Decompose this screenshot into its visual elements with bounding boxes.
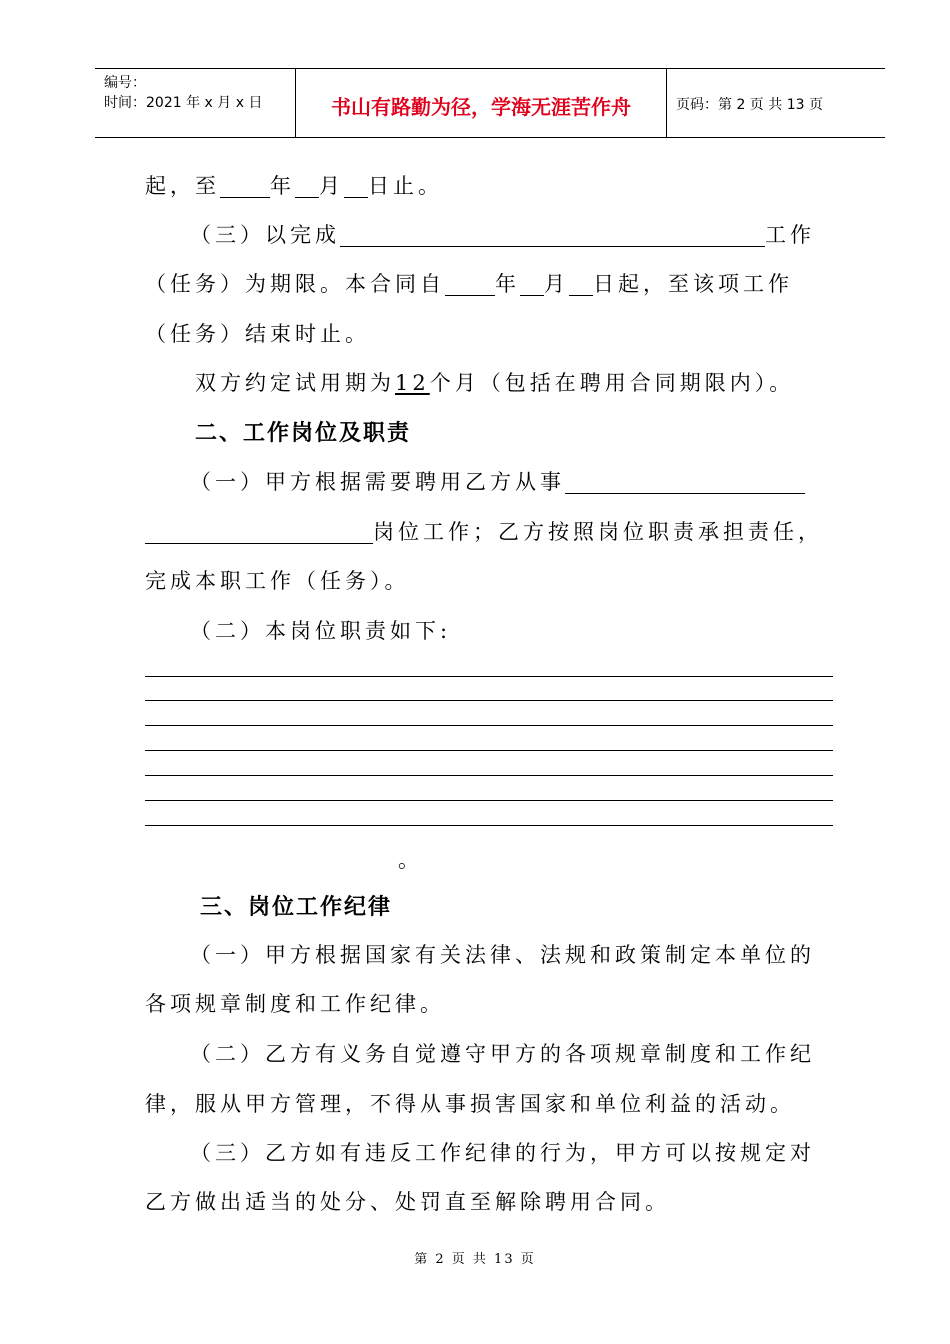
blank-year xyxy=(220,177,270,198)
duty-blank-line xyxy=(145,750,833,751)
blank-year xyxy=(445,275,495,296)
section-3-para-1-line-1: （一）甲方根据国家有关法律、法规和政策制定本单位的 xyxy=(190,943,815,967)
blank-task xyxy=(340,226,765,247)
document-number-label: 编号： xyxy=(104,75,146,91)
section-3-para-2-line-2: 律，服从甲方管理，不得从事损害国家和单位利益的活动。 xyxy=(145,1092,795,1116)
blank-day xyxy=(569,275,593,296)
blank-month xyxy=(520,275,544,296)
section-3-para-3-line-2: 乙方做出适当的处分、处罚直至解除聘用合同。 xyxy=(145,1190,670,1214)
section-2-para-2: （二）本岗位职责如下: xyxy=(190,619,452,643)
duties-end-mark: 。 xyxy=(398,848,423,872)
contract-term-line-2 xyxy=(190,225,815,246)
probation-months: 12 xyxy=(395,371,430,395)
blank-day xyxy=(344,177,368,198)
blank-month xyxy=(295,177,319,198)
header-page-info: 页码：第 2 页 共 13 页 xyxy=(676,97,823,113)
contract-term-line-1 xyxy=(145,176,443,197)
blank-position-cont xyxy=(145,523,373,544)
section-2-para-1-line-2 xyxy=(145,522,823,543)
page-header xyxy=(95,68,885,138)
section-2-para-1-line-1 xyxy=(190,472,805,493)
contract-term-line-3 xyxy=(145,274,793,295)
section-3-para-1-line-2: 各项规章制度和工作纪律。 xyxy=(145,992,445,1016)
duty-blank-line xyxy=(145,800,833,801)
text-fragment: 月 xyxy=(544,272,569,296)
section-2-heading: 二、工作岗位及职责 xyxy=(195,420,412,446)
text-fragment: 日止。 xyxy=(368,174,443,198)
section-3-heading: 三、岗位工作纪律 xyxy=(200,894,393,920)
text-fragment: 岗位工作；乙方按照岗位职责承担责任， xyxy=(373,520,823,544)
text-fragment: 个月（包括在聘用合同期限内）。 xyxy=(429,371,795,395)
text-fragment: 起，至 xyxy=(145,174,220,198)
duty-blank-line xyxy=(145,700,833,701)
section-3-para-3-line-1: （三）乙方如有违反工作纪律的行为，甲方可以按规定对 xyxy=(190,1141,815,1165)
duty-blank-line xyxy=(145,676,833,677)
text-fragment: （一）甲方根据需要聘用乙方从事 xyxy=(190,470,565,494)
header-motto: 书山有路勤为径，学海无涯苦作舟 xyxy=(331,95,631,119)
section-3-para-2-line-1: （二）乙方有义务自觉遵守甲方的各项规章制度和工作纪 xyxy=(190,1042,815,1066)
header-page-cell xyxy=(666,69,885,137)
duty-blank-line xyxy=(145,825,833,826)
document-time-label: 时间：2021 年 x 月 x 日 xyxy=(104,95,263,111)
text-fragment: 年 xyxy=(495,272,520,296)
contract-term-line-4: （任务）结束时止。 xyxy=(145,322,370,346)
text-fragment: 年 xyxy=(270,174,295,198)
text-fragment: 双方约定试用期为 xyxy=(195,371,395,395)
header-meta-cell xyxy=(95,69,295,137)
duty-blank-line xyxy=(145,725,833,726)
text-fragment: 日起，至该项工作 xyxy=(593,272,793,296)
text-fragment: 工作 xyxy=(765,223,815,247)
text-fragment: 月 xyxy=(319,174,344,198)
header-motto-cell xyxy=(295,69,667,137)
blank-position xyxy=(565,473,805,494)
probation-line xyxy=(195,373,794,394)
text-fragment: （三）以完成 xyxy=(190,223,340,247)
text-fragment: （任务）为期限。本合同自 xyxy=(145,272,445,296)
duty-blank-line xyxy=(145,775,833,776)
section-2-para-1-line-3: 完成本职工作（任务）。 xyxy=(145,569,410,593)
page-footer: 第 2 页 共 13 页 xyxy=(414,1252,536,1267)
